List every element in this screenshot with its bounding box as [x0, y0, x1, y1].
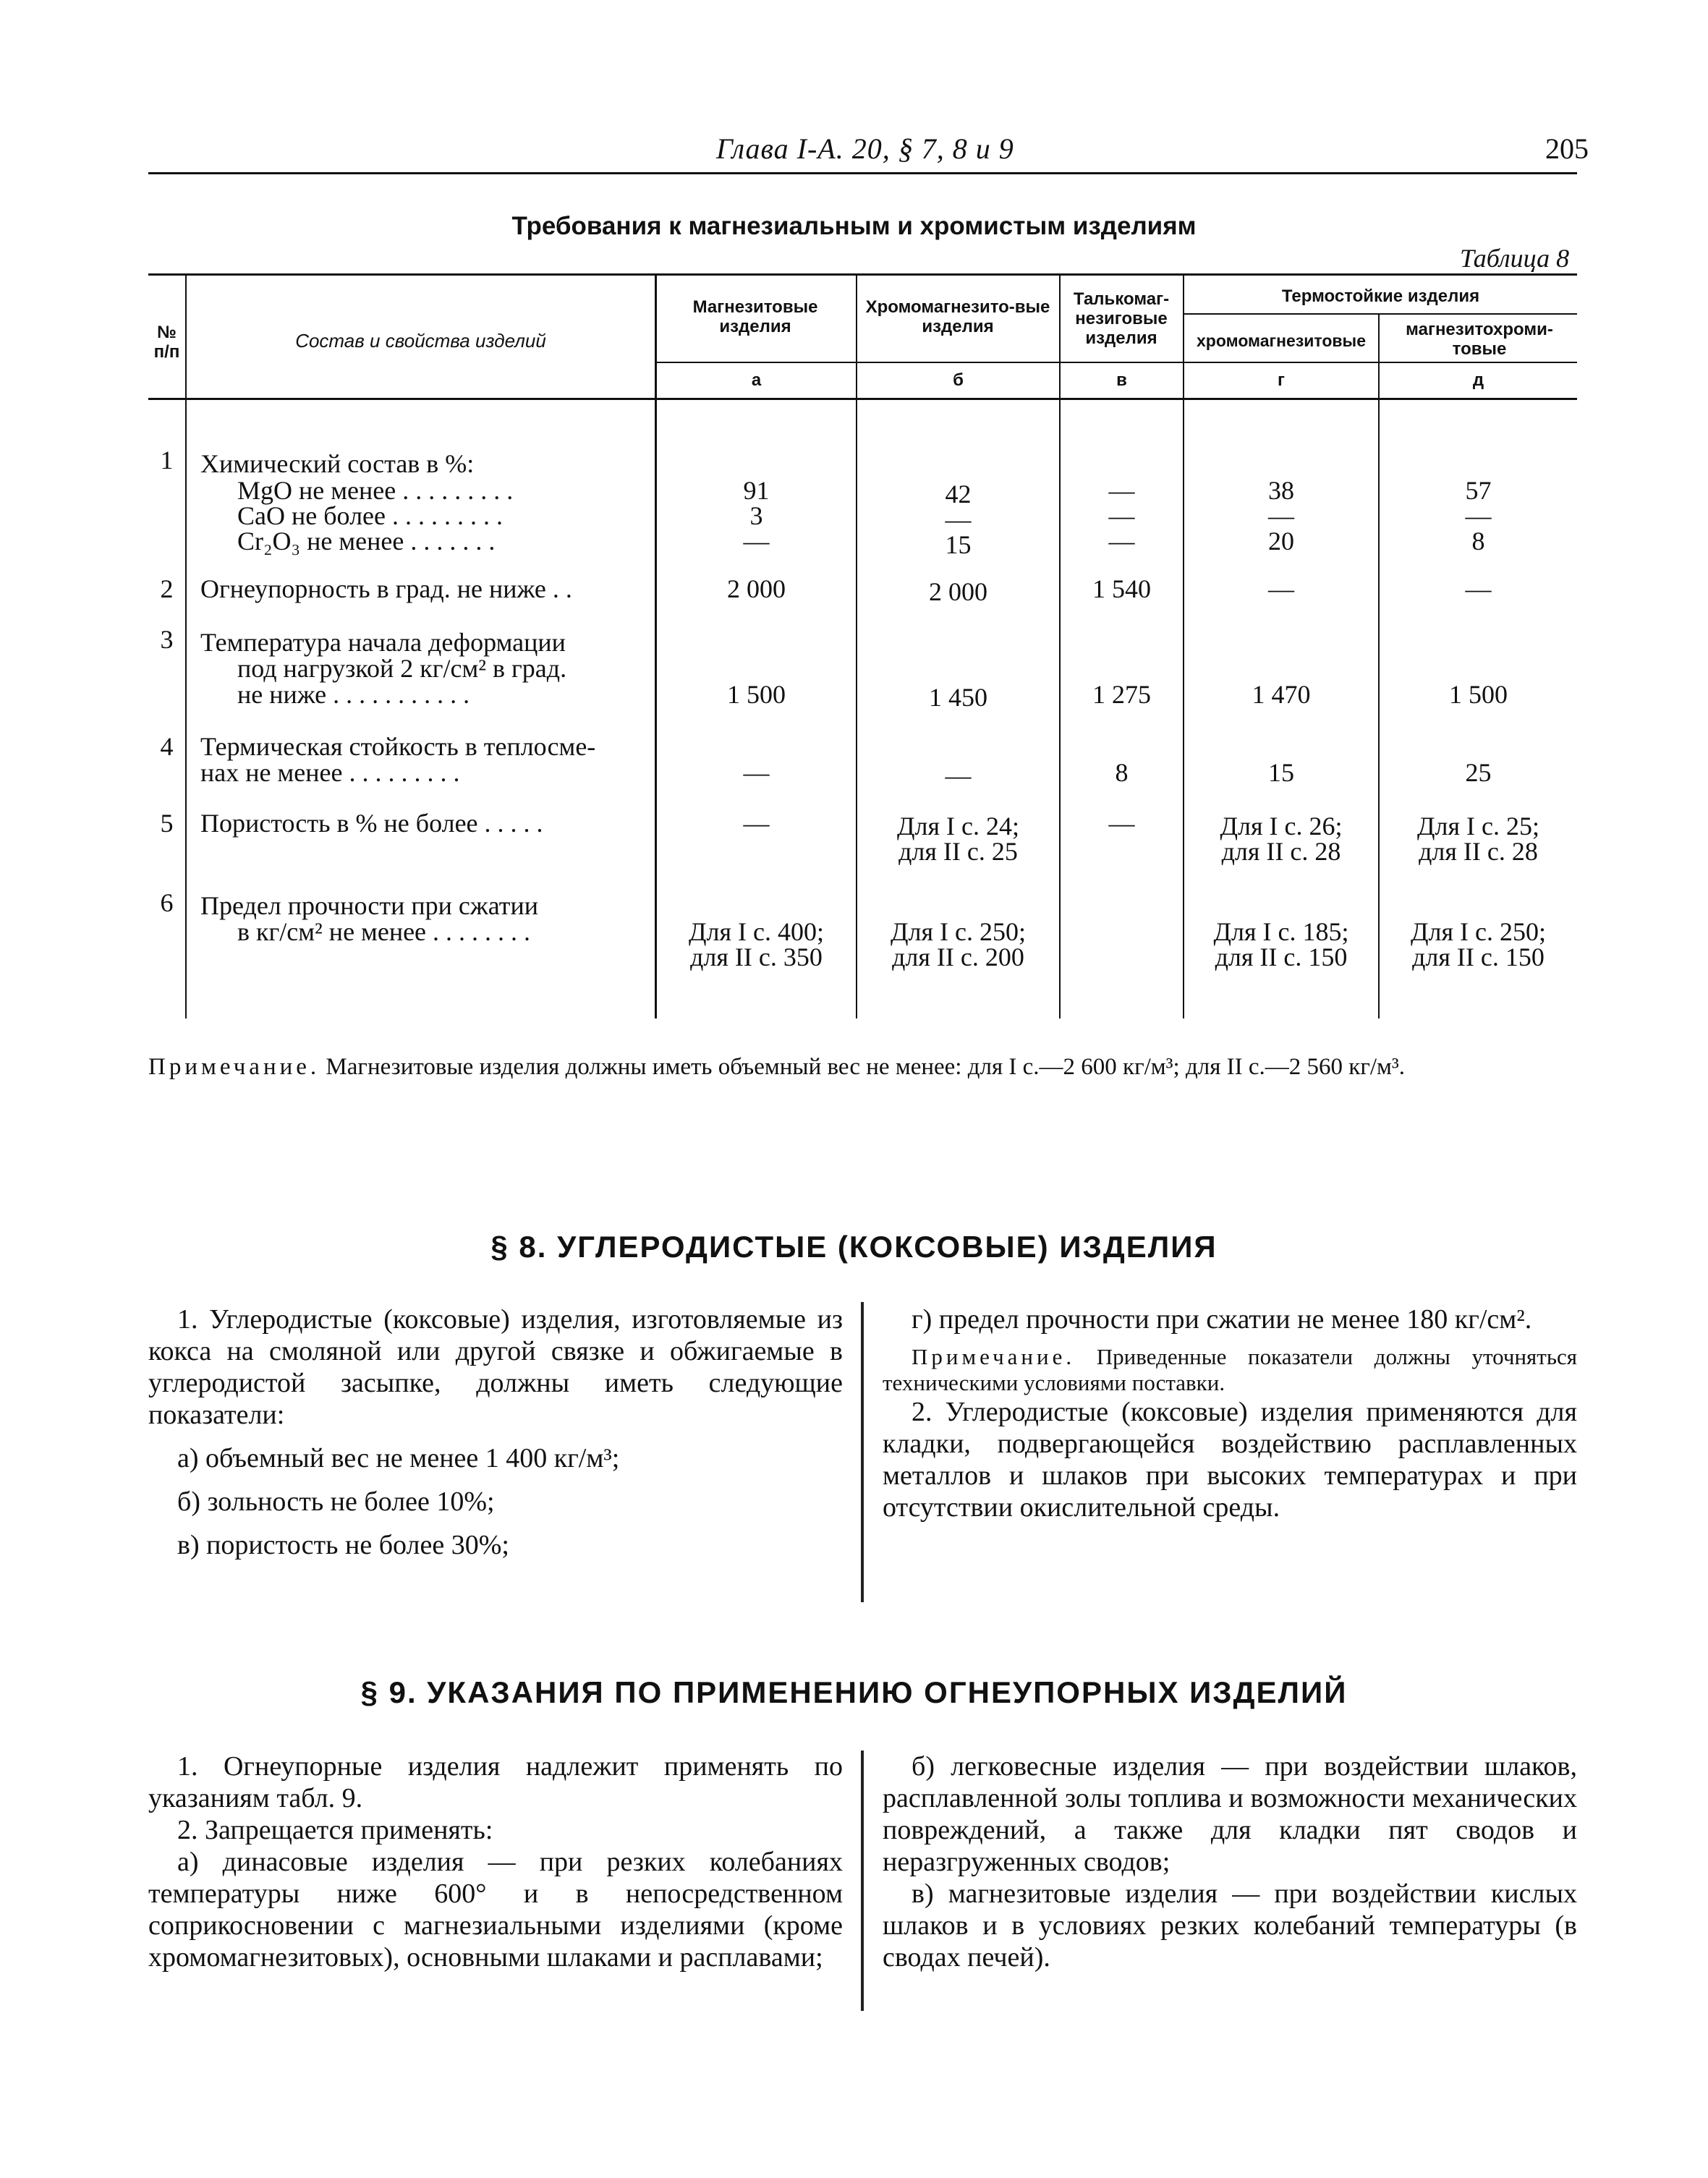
row5-label: Пористость в % не более . . . . .	[200, 809, 543, 838]
row6-g-2: для II с. 150	[1215, 943, 1348, 971]
row1-number: 1	[160, 446, 174, 475]
row1-label-mgo: MgO не менее . . . . . . . . .	[237, 476, 514, 505]
row1-g-cr2o3: 20	[1268, 527, 1294, 556]
row5-g-1: Для I с. 26;	[1220, 812, 1343, 841]
row2-v: 1 540	[1092, 574, 1151, 603]
row1-a-cr2o3: —	[743, 527, 770, 556]
section8-paragraph-2: 2. Углеродистые (коксовые) изделия применяются для кладки, подвергающейся воздействию расплавленных металлов и шлаков при высоких температурах и при отсутствии окислительной среды.	[883, 1397, 1577, 1523]
header-bottom-rule	[148, 398, 1577, 400]
section8-note	[883, 1344, 1577, 1396]
th-letter-d: д	[1472, 370, 1484, 390]
row3-a: 1 500	[727, 680, 786, 709]
row1-g-mgo: 38	[1268, 476, 1294, 505]
row1-b-mgo: 42	[945, 480, 972, 509]
header-rule	[148, 172, 1577, 174]
row6-number: 6	[160, 888, 174, 917]
row3-number: 3	[160, 625, 174, 654]
row3-label-3: не ниже . . . . . . . . . . .	[237, 680, 470, 709]
section8-item-b: б) зольность не более 10%;	[177, 1486, 495, 1517]
row4-number: 4	[160, 732, 174, 761]
th-letter-v: в	[1116, 370, 1127, 390]
row3-label-1: Температура начала деформации	[200, 628, 566, 657]
row4-a: —	[743, 758, 770, 787]
row4-label-2: нах не менее . . . . . . . . .	[200, 758, 460, 787]
th-composition: Состав и свойства изделий	[295, 330, 546, 352]
th-thermo-group: Термостойкие изделия	[1281, 286, 1480, 306]
row2-g: —	[1268, 574, 1294, 603]
row1-b-cao: —	[945, 505, 972, 534]
section8-note-label: Примечание.	[912, 1344, 1076, 1369]
section9-item-b: б) легковесные изделия — при воздействии шлаков, расплавленной золы топлива и возможности механических повреждений, а также для кладки пят сводов и неразгруженных сводов;	[883, 1751, 1577, 1877]
section9-left-column	[148, 1751, 843, 1973]
row6-a-2: для II с. 350	[690, 943, 823, 971]
th-chromomagnesite: Хромомагнезито-вые изделия	[865, 297, 1050, 336]
row1-v-mgo: —	[1108, 476, 1135, 505]
row2-label: Огнеупорность в град. не ниже . .	[200, 574, 572, 603]
row5-number: 5	[160, 809, 174, 838]
th-letter-b: б	[953, 370, 964, 390]
row1-label-cao: CaO не более . . . . . . . . .	[237, 501, 503, 530]
row6-d-1: Для I с. 250;	[1410, 917, 1547, 946]
row4-b: —	[945, 761, 972, 790]
row3-b: 1 450	[929, 683, 987, 712]
requirements-table	[148, 273, 1577, 1033]
row5-b-1: Для I с. 24;	[896, 812, 1020, 841]
row2-d: —	[1465, 574, 1492, 603]
row1-d-cao: —	[1465, 501, 1492, 530]
section8-note-text: Приведенные показатели должны уточняться техническими условиями поставки.	[883, 1344, 1577, 1395]
section9-title: § 9. УКАЗАНИЯ ПО ПРИМЕНЕНИЮ ОГНЕУПОРНЫХ ИЗДЕЛИЙ	[360, 1675, 1348, 1709]
section8-right-column	[883, 1303, 1577, 1523]
th-number: № п/п	[153, 323, 180, 362]
row1-b-cr2o3: 15	[945, 530, 972, 559]
row3-v: 1 275	[1092, 680, 1151, 709]
row2-a: 2 000	[727, 574, 786, 603]
row1-g-cao: —	[1268, 501, 1294, 530]
row4-d: 25	[1465, 758, 1492, 787]
section9-right-column	[883, 1751, 1577, 1973]
col-rule-6	[1378, 313, 1380, 1018]
table-note-text: Магнезитовые изделия должны иметь объемный вес не менее: для I с.—2 600 кг/м³; для II с.—2 560 кг/м³.	[326, 1054, 1406, 1080]
running-header: Глава I-А. 20, § 7, 8 и 9	[716, 132, 1014, 165]
section8-item-a: а) объемный вес не менее 1 400 кг/м³;	[177, 1443, 620, 1473]
row5-v: —	[1108, 809, 1135, 838]
row6-label-2: в кг/см² не менее . . . . . . . .	[237, 917, 531, 946]
section9-paragraph-2: 2. Запрещается применять:	[177, 1815, 493, 1845]
row6-label-1: Предел прочности при сжатии	[200, 891, 539, 920]
section8-left-column	[148, 1303, 843, 1561]
row1-v-cr2o3: —	[1108, 527, 1135, 556]
section8-item-v: в) пористость не более 30%;	[177, 1530, 509, 1560]
row6-d-2: для II с. 150	[1412, 943, 1545, 971]
row1-a-mgo: 91	[743, 476, 770, 505]
section9-item-a: а) динасовые изделия — при резких колебаниях температуры ниже 600° и в непосредственном соприкосновении с магнезиальными изделиями (кроме хромомагнезитовых), основными шлаками и расплавами;	[148, 1847, 843, 1973]
row5-a: —	[743, 809, 770, 838]
page-number: 205	[1545, 132, 1589, 165]
section8-item-g: г) предел прочности при сжатии не менее 180 кг/см².	[912, 1304, 1532, 1335]
th-thermo-magchromo: магнезитохроми-товые	[1406, 320, 1553, 359]
row5-g-2: для II с. 28	[1221, 837, 1341, 866]
section8-title: § 8. УГЛЕРОДИСТЫЕ (КОКСОВЫЕ) ИЗДЕЛИЯ	[490, 1230, 1218, 1264]
section8-paragraph-1: 1. Углеродистые (коксовые) изделия, изготовляемые из кокса на смоляной или другой связке и обжигаемые в углеродистой засыпке, должны иметь следующие показатели:	[148, 1304, 843, 1430]
row1-v-cao: —	[1108, 501, 1135, 530]
row3-g: 1 470	[1252, 680, 1311, 709]
table-note-label: Примечание.	[148, 1054, 320, 1080]
row6-a-1: Для I с. 400;	[688, 917, 825, 946]
row1-d-mgo: 57	[1465, 476, 1492, 505]
table-top-rule	[148, 273, 1577, 276]
row3-label-2: под нагрузкой 2 кг/см² в град.	[237, 654, 567, 683]
row5-d-1: Для I с. 25;	[1416, 812, 1540, 841]
th-magnesite: Магнезитовые изделия	[692, 297, 818, 336]
section9-item-v: в) магнезитовые изделия — при воздействии кислых шлаков и в условиях резких колебаний температуры (в сводах печей).	[883, 1879, 1577, 1973]
row4-g: 15	[1268, 758, 1294, 787]
row4-v: 8	[1115, 758, 1129, 787]
row6-b-2: для II с. 200	[892, 943, 1024, 971]
row6-g-1: Для I с. 185;	[1213, 917, 1349, 946]
row4-label-1: Термическая стойкость в теплосме-	[200, 732, 596, 761]
section9-column-divider	[861, 1751, 864, 2011]
section9-paragraph-1: 1. Огнеупорные изделия надлежит применять по указаниям табл. 9.	[148, 1751, 843, 1813]
row2-b: 2 000	[929, 577, 987, 606]
row1-a-cao: 3	[749, 501, 763, 530]
row1-d-cr2o3: 8	[1471, 527, 1485, 556]
table-note	[148, 1052, 1581, 1081]
table-caption: Требования к магнезиальным и хромистым изделиям	[511, 212, 1197, 240]
letters-rule	[655, 362, 1577, 363]
table-number: Таблица 8	[1460, 244, 1570, 273]
row5-d-2: для II с. 28	[1419, 837, 1538, 866]
row6-b-1: Для I с. 250;	[890, 917, 1027, 946]
th-talcmagnesite: Талькомаг-незиговые изделия	[1073, 289, 1170, 348]
th-letter-a: а	[751, 370, 762, 390]
th-letter-g: г	[1278, 370, 1285, 390]
row2-number: 2	[160, 574, 174, 603]
row5-b-2: для II с. 25	[898, 837, 1018, 866]
row1-label: Химический состав в %:	[200, 449, 475, 478]
th-thermo-chromo: хромомагнезитовые	[1197, 331, 1366, 350]
row1-label-cr2o3: Cr₂O₃ не менее . . . . . . .	[237, 527, 496, 556]
row3-d: 1 500	[1449, 680, 1508, 709]
col-rule-1	[185, 273, 187, 1018]
section8-column-divider	[861, 1302, 864, 1602]
thermo-group-rule	[1183, 313, 1577, 315]
